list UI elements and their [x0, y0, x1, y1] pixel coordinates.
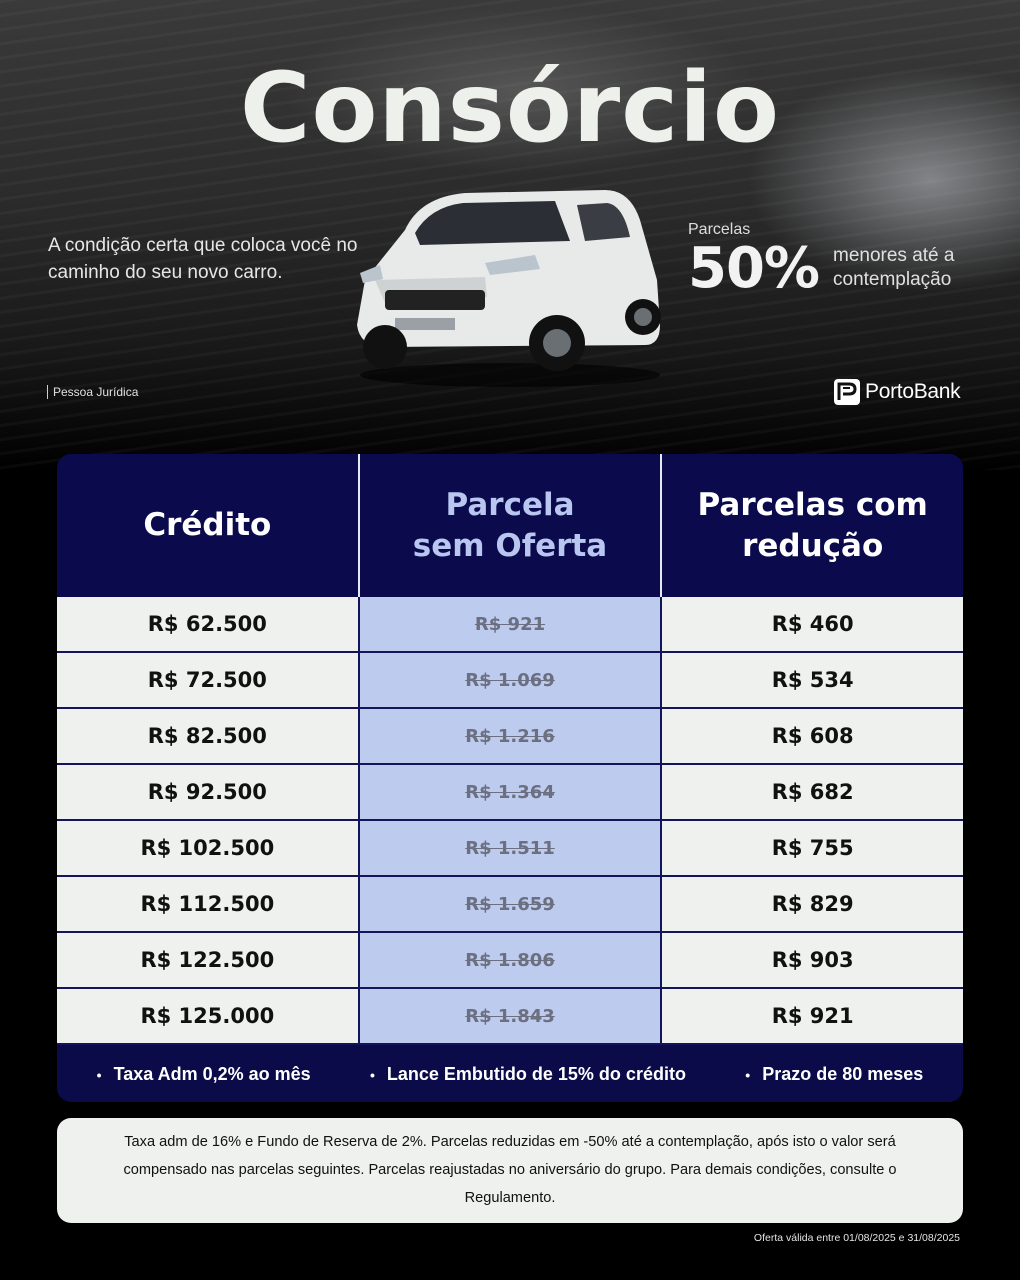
table-row [57, 989, 963, 1045]
credit-cell: R$ 62.500 [57, 597, 358, 653]
table-header [57, 454, 963, 597]
without-offer-cell: R$ 1.806 [358, 933, 661, 989]
header-credit: Crédito [57, 454, 358, 597]
hero-tagline: A condição certa que coloca você no caminho do seu novo carro. [48, 235, 358, 283]
header-without-offer [358, 454, 661, 597]
table-row [57, 597, 963, 653]
price-table [57, 454, 963, 1102]
with-reduction-cell: R$ 534 [660, 653, 963, 709]
credit-cell: R$ 122.500 [57, 933, 358, 989]
header-with-reduction-label: Parcelas com redução [697, 486, 928, 564]
brand-name: PortoBank [865, 380, 961, 403]
with-reduction-cell: R$ 608 [660, 709, 963, 765]
header-with-reduction [660, 454, 963, 597]
segment-label: Pessoa Jurídica [47, 385, 138, 399]
disclaimer-note: Taxa adm de 16% e Fundo de Reserva de 2%. Parcelas reduzidas em -50% até a contemplação, após isto o valor será compensado nas parcelas seguintes. Parcelas reajustadas no aniversário do grupo. Para demais condições, consulte o Regulamento. [57, 1118, 963, 1223]
without-offer-cell: R$ 1.069 [358, 653, 661, 709]
table-row [57, 653, 963, 709]
without-offer-cell: R$ 1.843 [358, 989, 661, 1045]
header-without-offer-label: Parcela sem Oferta [412, 486, 608, 564]
without-offer-cell: R$ 1.364 [358, 765, 661, 821]
with-reduction-cell: R$ 682 [660, 765, 963, 821]
footer-item-embedded-bid: • Lance Embutido de 15% do crédito [369, 1063, 686, 1084]
promo-caption: Parcelas [688, 221, 751, 238]
with-reduction-cell: R$ 903 [660, 933, 963, 989]
with-reduction-cell: R$ 829 [660, 877, 963, 933]
brand-logo [833, 378, 960, 406]
with-reduction-cell: R$ 755 [660, 821, 963, 877]
credit-cell: R$ 72.500 [57, 653, 358, 709]
porto-bank-logo-icon [833, 378, 861, 406]
without-offer-cell: R$ 1.216 [358, 709, 661, 765]
offer-validity: Oferta válida entre 01/08/2025 e 31/08/2025 [753, 1232, 960, 1244]
credit-cell: R$ 112.500 [57, 877, 358, 933]
table-body [57, 597, 963, 1045]
table-row [57, 709, 963, 765]
promo-text: menores até a contemplação [833, 245, 955, 290]
without-offer-cell: R$ 921 [358, 597, 661, 653]
footer-item-term: • Prazo de 80 meses [745, 1063, 924, 1084]
footer-item-label: Taxa Adm 0,2% ao mês [113, 1063, 311, 1084]
with-reduction-cell: R$ 460 [660, 597, 963, 653]
page-title: Consórcio [240, 52, 780, 164]
without-offer-cell: R$ 1.511 [358, 821, 661, 877]
footer-item-label: Prazo de 80 meses [762, 1063, 924, 1084]
footer-item-admin-fee: • Taxa Adm 0,2% ao mês [96, 1063, 311, 1084]
credit-cell: R$ 82.500 [57, 709, 358, 765]
hero-banner [0, 0, 1020, 470]
table-row [57, 877, 963, 933]
table-row [57, 933, 963, 989]
credit-cell: R$ 92.500 [57, 765, 358, 821]
without-offer-cell: R$ 1.659 [358, 877, 661, 933]
with-reduction-cell: R$ 921 [660, 989, 963, 1045]
promo-percent: 50% [688, 236, 820, 301]
footer-item-label: Lance Embutido de 15% do crédito [386, 1063, 686, 1084]
table-footer [57, 1045, 963, 1102]
table-row [57, 765, 963, 821]
table-row [57, 821, 963, 877]
credit-cell: R$ 125.000 [57, 989, 358, 1045]
suv-car-icon [345, 185, 670, 390]
credit-cell: R$ 102.500 [57, 821, 358, 877]
